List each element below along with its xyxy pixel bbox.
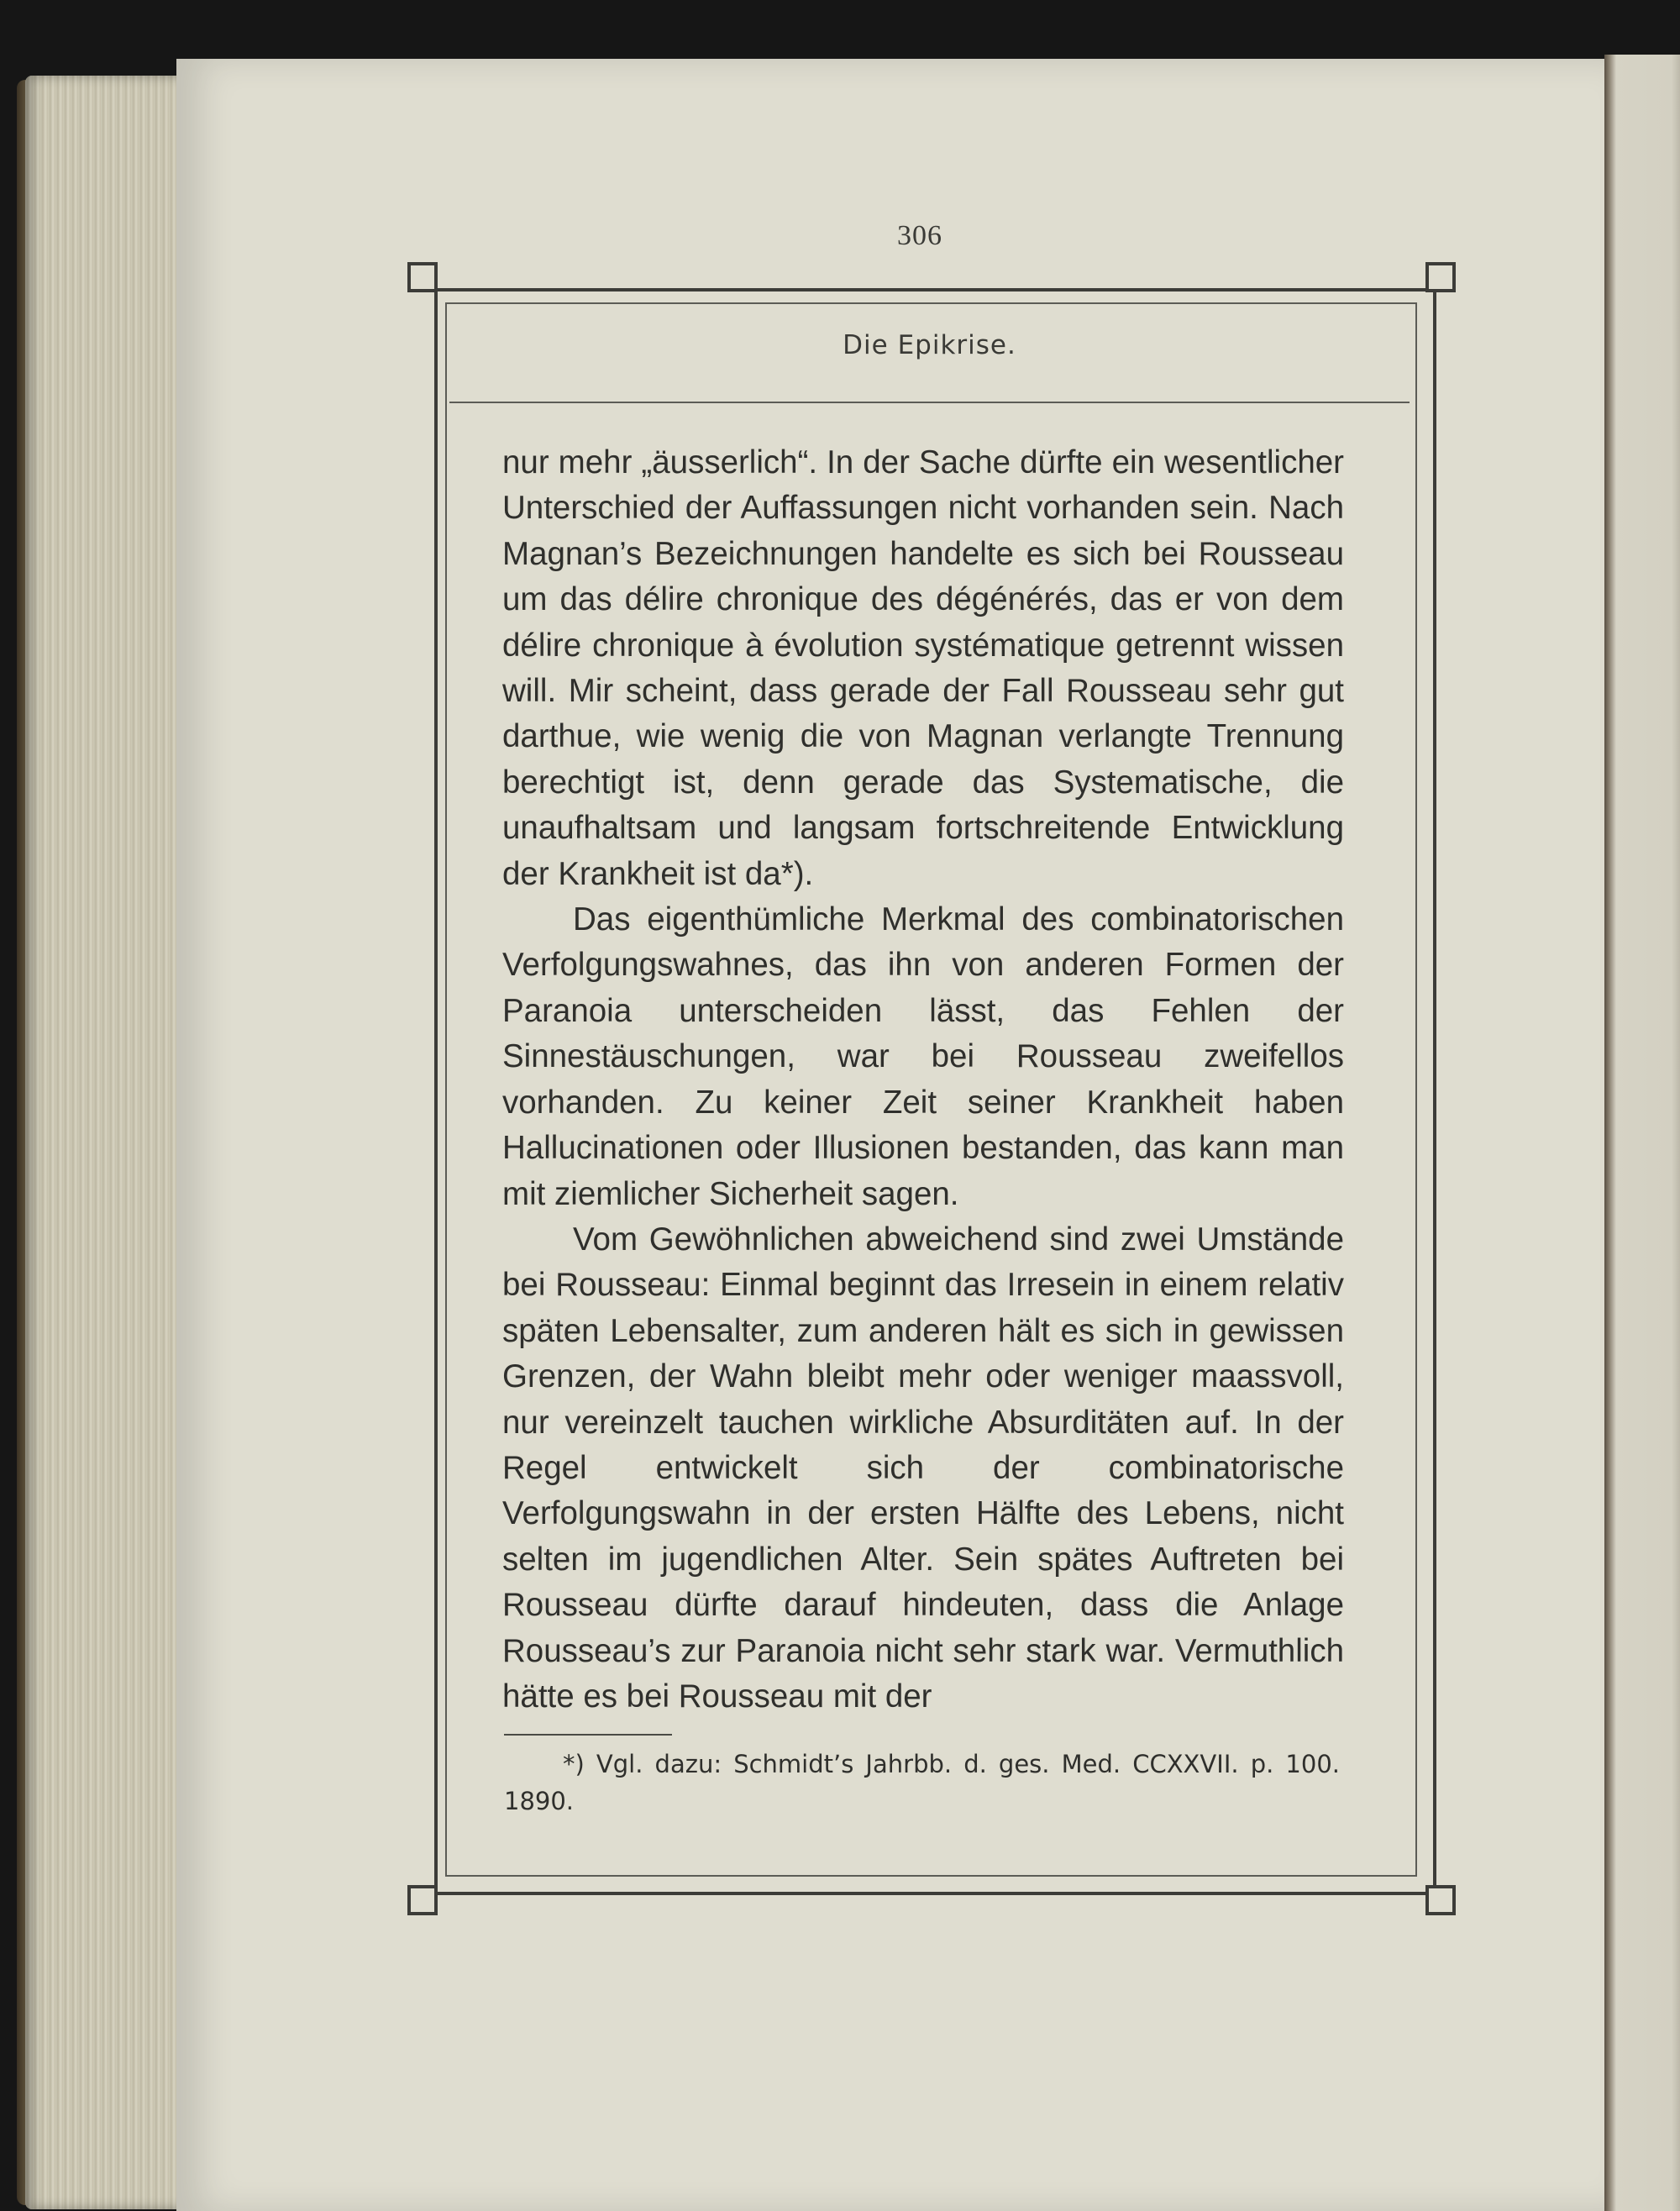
footnote <box>504 1746 1340 1820</box>
paragraph: Vom Gewöhnlichen abweichend sind zwei Umstände bei Rousseau: Einmal beginnt das Irresein in einem relativ späten Lebensalter, zum anderen hält es sich in gewissen Grenzen, der Wahn bleibt mehr oder weniger maassvoll, nur vereinzelt tauchen wirkliche Absurditäten auf. In der Regel entwickelt sich der combinatorische Verfolgungswahn in der ersten Hälfte des Lebens, nicht selten im jugendlichen Alter. Sein spätes Auftreten bei Rousseau dürfte darauf hindeuten, dass die Anlage Rousseau’s zur Paranoia nicht sehr stark war. Vermuthlich hätte es bei Rousseau mit der <box>502 1221 1344 1715</box>
footnote-rule <box>504 1734 672 1736</box>
facing-page-edge <box>1604 55 1680 2211</box>
paragraph: Das eigenthümliche Merkmal des combinatorischen Verfolgungswahnes, das ihn von anderen Formen der Paranoia unterscheiden lässt, das Fehlen der Sinnestäuschungen, war bei Rousseau zweifellos vorhanden. Zu keiner Zeit seiner Krankheit haben Hallucinationen oder Illusionen bestanden, das kann man mit ziemlicher Sicherheit sagen. <box>502 901 1344 1212</box>
frame-corner-top-right <box>1425 262 1456 292</box>
frame-corner-bottom-right <box>1425 1885 1456 1915</box>
body-text <box>502 440 1344 1720</box>
running-header: Die Epikrise. <box>843 330 1016 360</box>
frame-corner-bottom-left <box>407 1885 438 1915</box>
frame-corner-top-left <box>407 262 438 292</box>
page-number: 306 <box>897 220 942 251</box>
footnote-text: *) Vgl. dazu: Schmidt’s Jahrbb. d. ges. Med. CCXXVII. p. 100. 1890. <box>504 1750 1340 1815</box>
paragraph: nur mehr „äusserlich“. In der Sache dürfte ein wesentlicher Unterschied der Auffassungen nicht vorhanden sein. Nach Magnan’s Bezeichnungen handelte es sich bei Rousseau um das délire chronique des dégénérés, das er von dem délire chronique à évolution systématique getrennt wissen will. Mir scheint, dass gerade der Fall Rousseau sehr gut darthue, wie wenig die von Magnan verlangte Trennung berechtigt ist, denn gerade das Systematische, die unaufhaltsam und langsam fortschreitende Entwicklung der Krankheit ist da*). <box>502 444 1344 892</box>
